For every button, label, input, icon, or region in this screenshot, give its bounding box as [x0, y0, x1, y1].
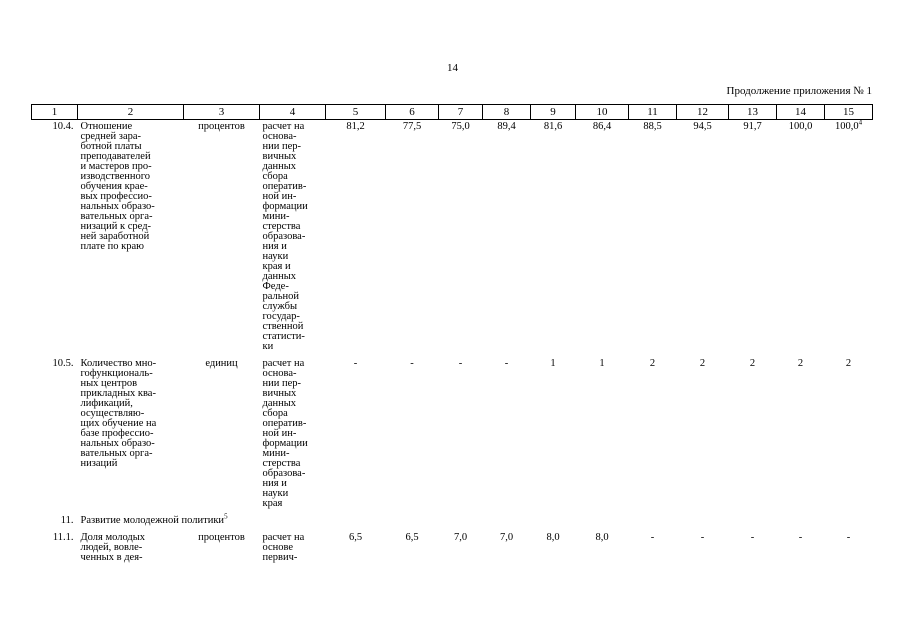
value-cell	[576, 526, 629, 563]
column-header: 14	[777, 105, 825, 120]
value-cell	[729, 120, 777, 353]
value-text: 89,4	[497, 121, 516, 132]
value-text: 75,0	[451, 121, 470, 132]
calculation-method-line: ной ин-	[262, 428, 297, 439]
indicator-name-line: низаций к сред-	[80, 221, 152, 232]
calculation-method-line: формации	[262, 438, 308, 449]
value-cell	[326, 526, 386, 563]
value-text: 8,0	[546, 532, 560, 543]
calculation-method-line: ной ин-	[262, 191, 297, 202]
footnote-mark: 5	[224, 512, 228, 521]
value-text: 2	[649, 358, 656, 369]
calculation-method-line: стерства	[262, 458, 301, 469]
calculation-method	[260, 120, 326, 353]
calculation-method-line: стерства	[262, 221, 301, 232]
indicator-name-line: Количество мно-	[80, 358, 157, 369]
value-text: -	[504, 358, 509, 369]
column-header: 9	[531, 105, 576, 120]
calculation-method-line: края	[262, 498, 283, 509]
calculation-method-line: Феде-	[262, 281, 289, 292]
value-cell	[825, 120, 873, 353]
calculation-method-line: ния и	[262, 478, 287, 489]
row-number: 11.1.	[52, 532, 74, 543]
indicator-name	[78, 120, 184, 353]
unit: единиц	[205, 358, 238, 369]
value-cell	[386, 526, 439, 563]
calculation-method-line: службы	[262, 301, 298, 312]
section-title	[78, 509, 873, 526]
calculation-method-line: статисти-	[262, 331, 305, 342]
value-cell	[531, 526, 576, 563]
value-text: -	[750, 532, 755, 543]
calculation-method-line: расчет на	[262, 532, 305, 543]
calculation-method-line: расчет на	[262, 358, 305, 369]
calculation-method-line: данных	[262, 161, 297, 172]
value-cell	[629, 526, 677, 563]
indicator-name-line: прикладных ква-	[80, 388, 156, 399]
indicator-name-line: нальных образо-	[80, 438, 155, 449]
value-text: 7,0	[499, 532, 514, 543]
calculation-method-line: вичных	[262, 151, 297, 162]
value-cell	[777, 120, 825, 353]
value-cell	[729, 526, 777, 563]
value-cell	[439, 352, 483, 509]
value-cell	[777, 526, 825, 563]
value-text: 2	[749, 358, 756, 369]
value-text: 8,0	[595, 532, 609, 543]
table-row	[32, 120, 873, 353]
calculation-method-line: данных	[262, 271, 297, 282]
value-text: 7,0	[453, 532, 468, 543]
indicator-name-line: щих обучение на	[80, 418, 157, 429]
value-cell	[825, 526, 873, 563]
indicator-name-line: и мастеров про-	[80, 161, 152, 172]
value-text: -	[700, 532, 705, 543]
indicator-name-line: ченных в дея-	[80, 552, 143, 563]
calculation-method-line: нии пер-	[262, 141, 302, 152]
value-text: 81,6	[543, 121, 563, 132]
calculation-method-line: формации	[262, 201, 308, 212]
calculation-method-line: оператив-	[262, 418, 307, 429]
indicator-table	[31, 104, 873, 563]
calculation-method-line: края и	[262, 261, 291, 272]
value-cell	[483, 352, 531, 509]
value-cell	[483, 120, 531, 353]
value-text: -	[798, 532, 803, 543]
column-header: 4	[260, 105, 326, 120]
calculation-method-line: первич-	[262, 552, 298, 563]
row-number: 10.5.	[52, 358, 74, 369]
value-text: 86,4	[592, 121, 612, 132]
calculation-method-line: основа-	[262, 368, 297, 379]
calculation-method-line: мини-	[262, 211, 290, 222]
value-text: -	[458, 358, 463, 369]
indicator-name	[78, 526, 184, 563]
indicator-name-line: ботной платы	[80, 141, 142, 152]
value-text: 1	[550, 358, 556, 369]
indicator-name-line: вых профессио-	[80, 191, 152, 202]
calculation-method-line: вичных	[262, 388, 297, 399]
footnote-mark: 4	[858, 118, 863, 127]
column-header: 8	[483, 105, 531, 120]
value-cell	[386, 352, 439, 509]
calculation-method-line: ральной	[262, 291, 300, 302]
indicator-name-line: гофункциональ-	[80, 368, 153, 379]
calculation-method-line: ния и	[262, 241, 287, 252]
indicator-name-line: людей, вовле-	[80, 542, 143, 553]
value-cell	[777, 352, 825, 509]
calculation-method-line: науки	[262, 488, 289, 499]
table-row	[32, 352, 873, 509]
unit: процентов	[198, 121, 245, 132]
value-cell	[576, 352, 629, 509]
indicator-name-line: плате по краю	[80, 241, 144, 252]
calculation-method-line: образова-	[262, 468, 306, 479]
indicator-name-line: изводственного	[80, 171, 151, 182]
value-cell	[531, 352, 576, 509]
value-text: 91,7	[743, 121, 762, 132]
column-header: 12	[677, 105, 729, 120]
value-cell	[326, 352, 386, 509]
indicator-name	[78, 352, 184, 509]
table-row	[32, 526, 873, 563]
row-number: 10.4.	[52, 121, 74, 132]
calculation-method-line: сбора	[262, 171, 288, 182]
column-header: 2	[78, 105, 184, 120]
calculation-method	[260, 352, 326, 509]
value-cell	[576, 120, 629, 353]
calculation-method-line: оператив-	[262, 181, 307, 192]
value-text: 2	[699, 358, 706, 369]
column-header: 11	[629, 105, 677, 120]
value-cell	[677, 526, 729, 563]
indicator-name-line: обучения крае-	[80, 181, 148, 192]
value-text: 100,0	[834, 121, 859, 132]
indicator-name-line: осуществляю-	[80, 408, 145, 419]
value-cell	[326, 120, 386, 353]
value-text: 81,2	[346, 121, 365, 132]
column-header: 1	[32, 105, 78, 120]
indicator-name-line: вательных орга-	[80, 448, 153, 459]
calculation-method-line: данных	[262, 398, 297, 409]
value-text: 6,5	[348, 532, 363, 543]
row-number: 11.	[60, 515, 74, 526]
column-number-row	[32, 105, 873, 120]
column-header: 13	[729, 105, 777, 120]
column-header: 15	[825, 105, 873, 120]
calculation-method-line: ки	[262, 341, 274, 352]
indicator-name-line: лификаций,	[80, 398, 133, 409]
calculation-method-line: мини-	[262, 448, 290, 459]
calculation-method-line: образова-	[262, 231, 306, 242]
calculation-method-line: сбора	[262, 408, 288, 419]
value-cell	[483, 526, 531, 563]
indicator-name-line: нальных образо-	[80, 201, 155, 212]
value-text: 77,5	[402, 121, 422, 132]
value-text: -	[353, 358, 358, 369]
continuation-label: Продолжение приложения № 1	[726, 85, 872, 97]
indicator-name-line: низаций	[80, 458, 118, 469]
column-header: 10	[576, 105, 629, 120]
calculation-method-line: ственной	[262, 321, 304, 332]
section-title-text: Развитие молодежной политики	[80, 515, 225, 526]
table-row	[32, 509, 873, 526]
value-cell	[386, 120, 439, 353]
indicator-name-line: средней зара-	[80, 131, 142, 142]
value-cell	[677, 120, 729, 353]
calculation-method-line: основе	[262, 542, 294, 553]
column-header: 5	[326, 105, 386, 120]
calculation-method-line: науки	[262, 251, 289, 262]
indicator-name-line: Доля молодых	[80, 532, 146, 543]
value-text: -	[846, 532, 851, 543]
value-cell	[825, 352, 873, 509]
calculation-method-line: расчет на	[262, 121, 305, 132]
unit: процентов	[198, 532, 245, 543]
value-text: 6,5	[405, 532, 419, 543]
column-header: 3	[184, 105, 260, 120]
indicator-name-line: преподавателей	[80, 151, 151, 162]
value-text: 94,5	[693, 121, 712, 132]
value-text: -	[410, 358, 414, 369]
calculation-method-line: основа-	[262, 131, 297, 142]
value-text: -	[650, 532, 655, 543]
value-cell	[439, 526, 483, 563]
indicator-name-line: Отношение	[80, 121, 133, 132]
value-cell	[629, 120, 677, 353]
value-text: 88,5	[643, 121, 662, 132]
indicator-name-line: ных центров	[80, 378, 138, 389]
calculation-method-line: нии пер-	[262, 378, 302, 389]
value-text: 1	[599, 358, 605, 369]
indicator-name-line: базе профессио-	[80, 428, 154, 439]
indicator-name-line: ней заработной	[80, 231, 150, 242]
value-text: 2	[797, 358, 804, 369]
value-text: 2	[845, 358, 852, 369]
calculation-method	[260, 526, 326, 563]
value-cell	[729, 352, 777, 509]
value-text: 100,0	[788, 121, 813, 132]
calculation-method-line: государ-	[262, 311, 300, 322]
column-header: 7	[439, 105, 483, 120]
value-cell	[629, 352, 677, 509]
indicator-name-line: вательных орга-	[80, 211, 153, 222]
page-number: 14	[447, 62, 458, 74]
value-cell	[439, 120, 483, 353]
value-cell	[677, 352, 729, 509]
column-header: 6	[386, 105, 439, 120]
value-cell	[531, 120, 576, 353]
